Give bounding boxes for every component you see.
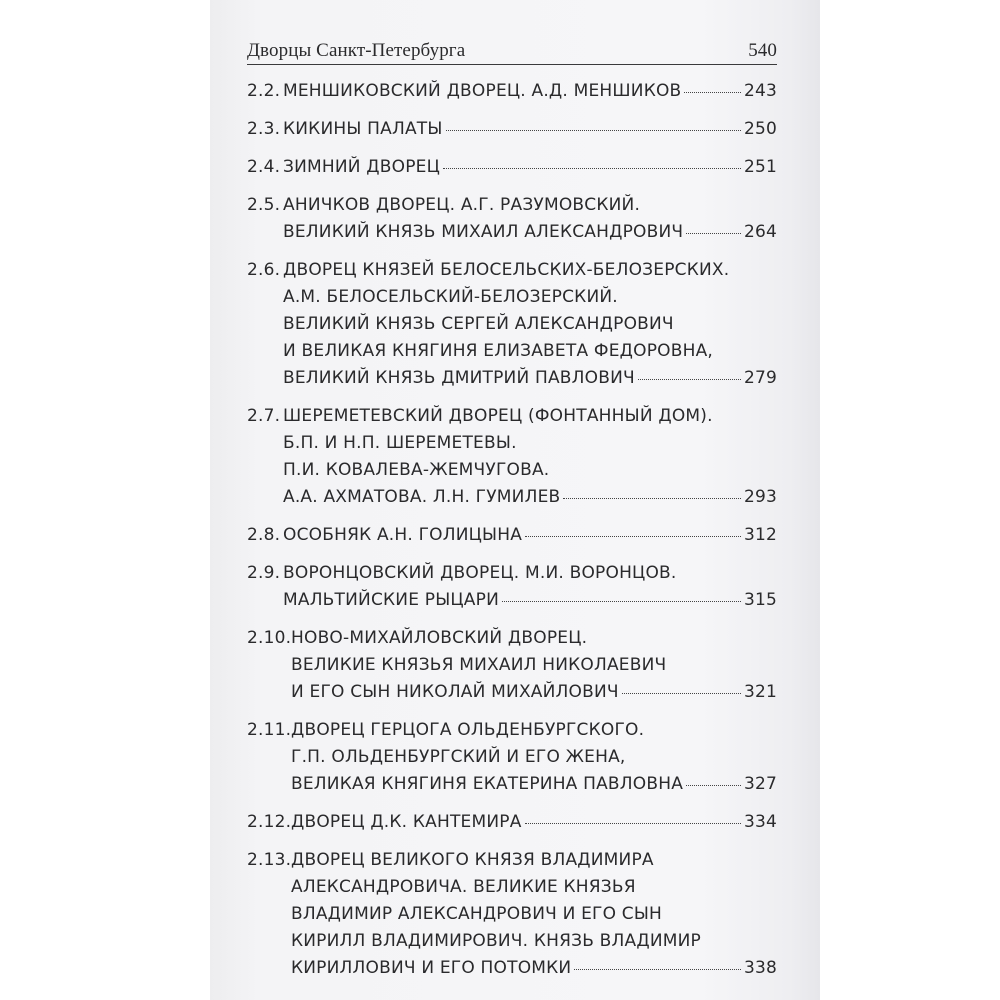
toc-entry <box>247 78 777 105</box>
toc-entry-title-text: АЛЕКСАНДРОВИЧА. ВЕЛИКИЕ КНЯЗЬЯ <box>291 877 636 897</box>
toc-entry-body <box>291 809 777 836</box>
toc-entry-number: 2.12. <box>247 812 292 832</box>
toc-entry-title-text: ВЕЛИКИЙ КНЯЗЬ ДМИТРИЙ ПАВЛОВИЧ <box>283 368 635 388</box>
toc-entry-line <box>283 560 777 587</box>
toc-entry-title-text: Г.П. ОЛЬДЕНБУРГСКИЙ И ЕГО ЖЕНА, <box>291 747 626 767</box>
toc-entry <box>247 625 777 706</box>
dot-leader <box>622 693 741 694</box>
toc-entry-page: 250 <box>743 119 777 139</box>
table-of-contents <box>247 78 777 993</box>
toc-entry-number: 2.9. <box>247 563 281 583</box>
dot-leader <box>574 969 741 970</box>
toc-entry <box>247 717 777 798</box>
dot-leader <box>563 498 741 499</box>
toc-entry-title-text: КИРИЛЛОВИЧ И ЕГО ПОТОМКИ <box>291 958 572 978</box>
toc-entry <box>247 560 777 614</box>
dot-leader <box>443 168 741 169</box>
dot-leader <box>686 233 741 234</box>
toc-entry-number: 2.3. <box>247 119 281 139</box>
toc-entry-page: 279 <box>743 368 777 388</box>
toc-entry <box>247 192 777 246</box>
toc-entry-line <box>283 430 777 457</box>
toc-entry-body <box>283 522 777 549</box>
toc-entry-line <box>283 257 777 284</box>
toc-entry-line <box>283 365 777 392</box>
toc-entry-line <box>291 679 777 706</box>
toc-entry-line <box>291 955 777 982</box>
toc-entry-page: 264 <box>743 222 777 242</box>
toc-entry-title-text: ВОРОНЦОВСКИЙ ДВОРЕЦ. М.И. ВОРОНЦОВ. <box>283 563 677 583</box>
toc-entry-line <box>283 192 777 219</box>
toc-entry-title-text: НОВО-МИХАЙЛОВСКИЙ ДВОРЕЦ. <box>291 628 588 648</box>
toc-entry-page: 338 <box>743 958 777 978</box>
dot-leader <box>684 92 741 93</box>
toc-entry-title-text: ЗИМНИЙ ДВОРЕЦ <box>283 157 441 177</box>
toc-entry-number: 2.8. <box>247 525 281 545</box>
toc-entry-title-text: ВЕЛИКАЯ КНЯГИНЯ ЕКАТЕРИНА ПАВЛОВНА <box>291 774 684 794</box>
toc-entry-title-text: ДВОРЕЦ ВЕЛИКОГО КНЯЗЯ ВЛАДИМИРА <box>291 850 654 870</box>
toc-entry-page: 334 <box>743 812 777 832</box>
toc-entry-page: 321 <box>743 682 777 702</box>
toc-entry-line <box>283 338 777 365</box>
toc-entry-title-text: КИКИНЫ ПАЛАТЫ <box>283 119 443 139</box>
toc-entry-title-text: ВЕЛИКИЕ КНЯЗЬЯ МИХАИЛ НИКОЛАЕВИЧ <box>291 655 667 675</box>
toc-entry-title-text: КИРИЛЛ ВЛАДИМИРОВИЧ. КНЯЗЬ ВЛАДИМИР <box>291 931 701 951</box>
toc-entry <box>247 257 777 392</box>
toc-entry-line <box>283 311 777 338</box>
toc-entry-line <box>291 771 777 798</box>
toc-entry-line <box>283 484 777 511</box>
toc-entry <box>247 809 777 836</box>
toc-entry-title-text: ДВОРЕЦ ГЕРЦОГА ОЛЬДЕНБУРГСКОГО. <box>291 720 645 740</box>
dot-leader <box>502 601 741 602</box>
toc-entry-title-text: МАЛЬТИЙСКИЕ РЫЦАРИ <box>283 590 500 610</box>
toc-entry-body <box>291 847 777 982</box>
toc-entry <box>247 154 777 181</box>
dot-leader <box>525 823 741 824</box>
toc-entry <box>247 116 777 143</box>
toc-entry-title-text: ДВОРЕЦ КНЯЗЕЙ БЕЛОСЕЛЬСКИХ-БЕЛОЗЕРСКИХ. <box>283 260 730 280</box>
toc-entry-line <box>283 219 777 246</box>
toc-entry <box>247 847 777 982</box>
toc-entry-page: 327 <box>743 774 777 794</box>
toc-entry-line <box>291 928 777 955</box>
toc-entry-number: 2.10. <box>247 628 292 648</box>
header-page-number: 540 <box>748 40 777 61</box>
toc-entry-number: 2.11. <box>247 720 292 740</box>
header-title: Дворцы Санкт-Петербурга <box>247 40 466 61</box>
toc-entry-page: 243 <box>743 81 777 101</box>
toc-entry-line <box>283 403 777 430</box>
book-page <box>210 0 820 1000</box>
toc-entry-number: 2.2. <box>247 81 281 101</box>
toc-entry-line <box>283 154 777 181</box>
toc-entry-line <box>291 717 777 744</box>
toc-entry-title-text: АНИЧКОВ ДВОРЕЦ. А.Г. РАЗУМОВСКИЙ. <box>283 195 641 215</box>
toc-entry-number: 2.6. <box>247 260 281 280</box>
toc-entry-title-text: ВЕЛИКИЙ КНЯЗЬ МИХАИЛ АЛЕКСАНДРОВИЧ <box>283 222 684 242</box>
toc-entry-title-text: ДВОРЕЦ Д.К. КАНТЕМИРА <box>291 812 522 832</box>
running-header <box>247 32 777 65</box>
dot-leader <box>525 536 741 537</box>
toc-entry-title-text: ВЛАДИМИР АЛЕКСАНДРОВИЧ И ЕГО СЫН <box>291 904 663 924</box>
toc-entry-title-text: ВЕЛИКИЙ КНЯЗЬ СЕРГЕЙ АЛЕКСАНДРОВИЧ <box>283 314 674 334</box>
toc-entry-page: 251 <box>743 157 777 177</box>
toc-entry-line <box>283 457 777 484</box>
toc-entry-body <box>283 257 777 392</box>
toc-entry-line <box>291 901 777 928</box>
toc-entry-title-text: А.А. АХМАТОВА. Л.Н. ГУМИЛЕВ <box>283 487 561 507</box>
toc-entry-body <box>283 560 777 614</box>
toc-entry-line <box>283 284 777 311</box>
toc-entry-body <box>283 116 777 143</box>
toc-entry-page: 312 <box>743 525 777 545</box>
toc-entry-line <box>291 874 777 901</box>
toc-entry-title-text: ШЕРЕМЕТЕВСКИЙ ДВОРЕЦ (ФОНТАННЫЙ ДОМ). <box>283 406 713 426</box>
toc-entry-page: 315 <box>743 590 777 610</box>
toc-entry-line <box>283 522 777 549</box>
toc-entry-body <box>283 154 777 181</box>
toc-entry-page: 293 <box>743 487 777 507</box>
toc-entry-number: 2.7. <box>247 406 281 426</box>
dot-leader <box>686 785 741 786</box>
toc-entry-body <box>291 717 777 798</box>
toc-entry-line <box>283 78 777 105</box>
toc-entry-number: 2.5. <box>247 195 281 215</box>
toc-entry-number: 2.4. <box>247 157 281 177</box>
toc-entry <box>247 403 777 511</box>
toc-entry-line <box>283 116 777 143</box>
toc-entry-body <box>283 192 777 246</box>
toc-entry-body <box>291 625 777 706</box>
toc-entry-line <box>291 652 777 679</box>
toc-entry-line <box>291 847 777 874</box>
toc-entry-line <box>283 587 777 614</box>
toc-entry-body <box>283 403 777 511</box>
toc-entry-body <box>283 78 777 105</box>
toc-entry <box>247 522 777 549</box>
toc-entry-title-text: А.М. БЕЛОСЕЛЬСКИЙ-БЕЛОЗЕРСКИЙ. <box>283 287 618 307</box>
toc-entry-line <box>291 625 777 652</box>
toc-entry-number: 2.13. <box>247 850 292 870</box>
toc-entry-line <box>291 809 777 836</box>
toc-entry-title-text: МЕНШИКОВСКИЙ ДВОРЕЦ. А.Д. МЕНШИКОВ <box>283 81 682 101</box>
toc-entry-title-text: И ВЕЛИКАЯ КНЯГИНЯ ЕЛИЗАВЕТА ФЕДОРОВНА, <box>283 341 714 361</box>
dot-leader <box>638 379 741 380</box>
toc-entry-title-text: ОСОБНЯК А.Н. ГОЛИЦЫНА <box>283 525 523 545</box>
toc-entry-line <box>291 744 777 771</box>
toc-entry-title-text: П.И. КОВАЛЕВА-ЖЕМЧУГОВА. <box>283 460 550 480</box>
toc-entry-title-text: Б.П. И Н.П. ШЕРЕМЕТЕВЫ. <box>283 433 517 453</box>
dot-leader <box>446 130 741 131</box>
toc-entry-title-text: И ЕГО СЫН НИКОЛАЙ МИХАЙЛОВИЧ <box>291 682 619 702</box>
